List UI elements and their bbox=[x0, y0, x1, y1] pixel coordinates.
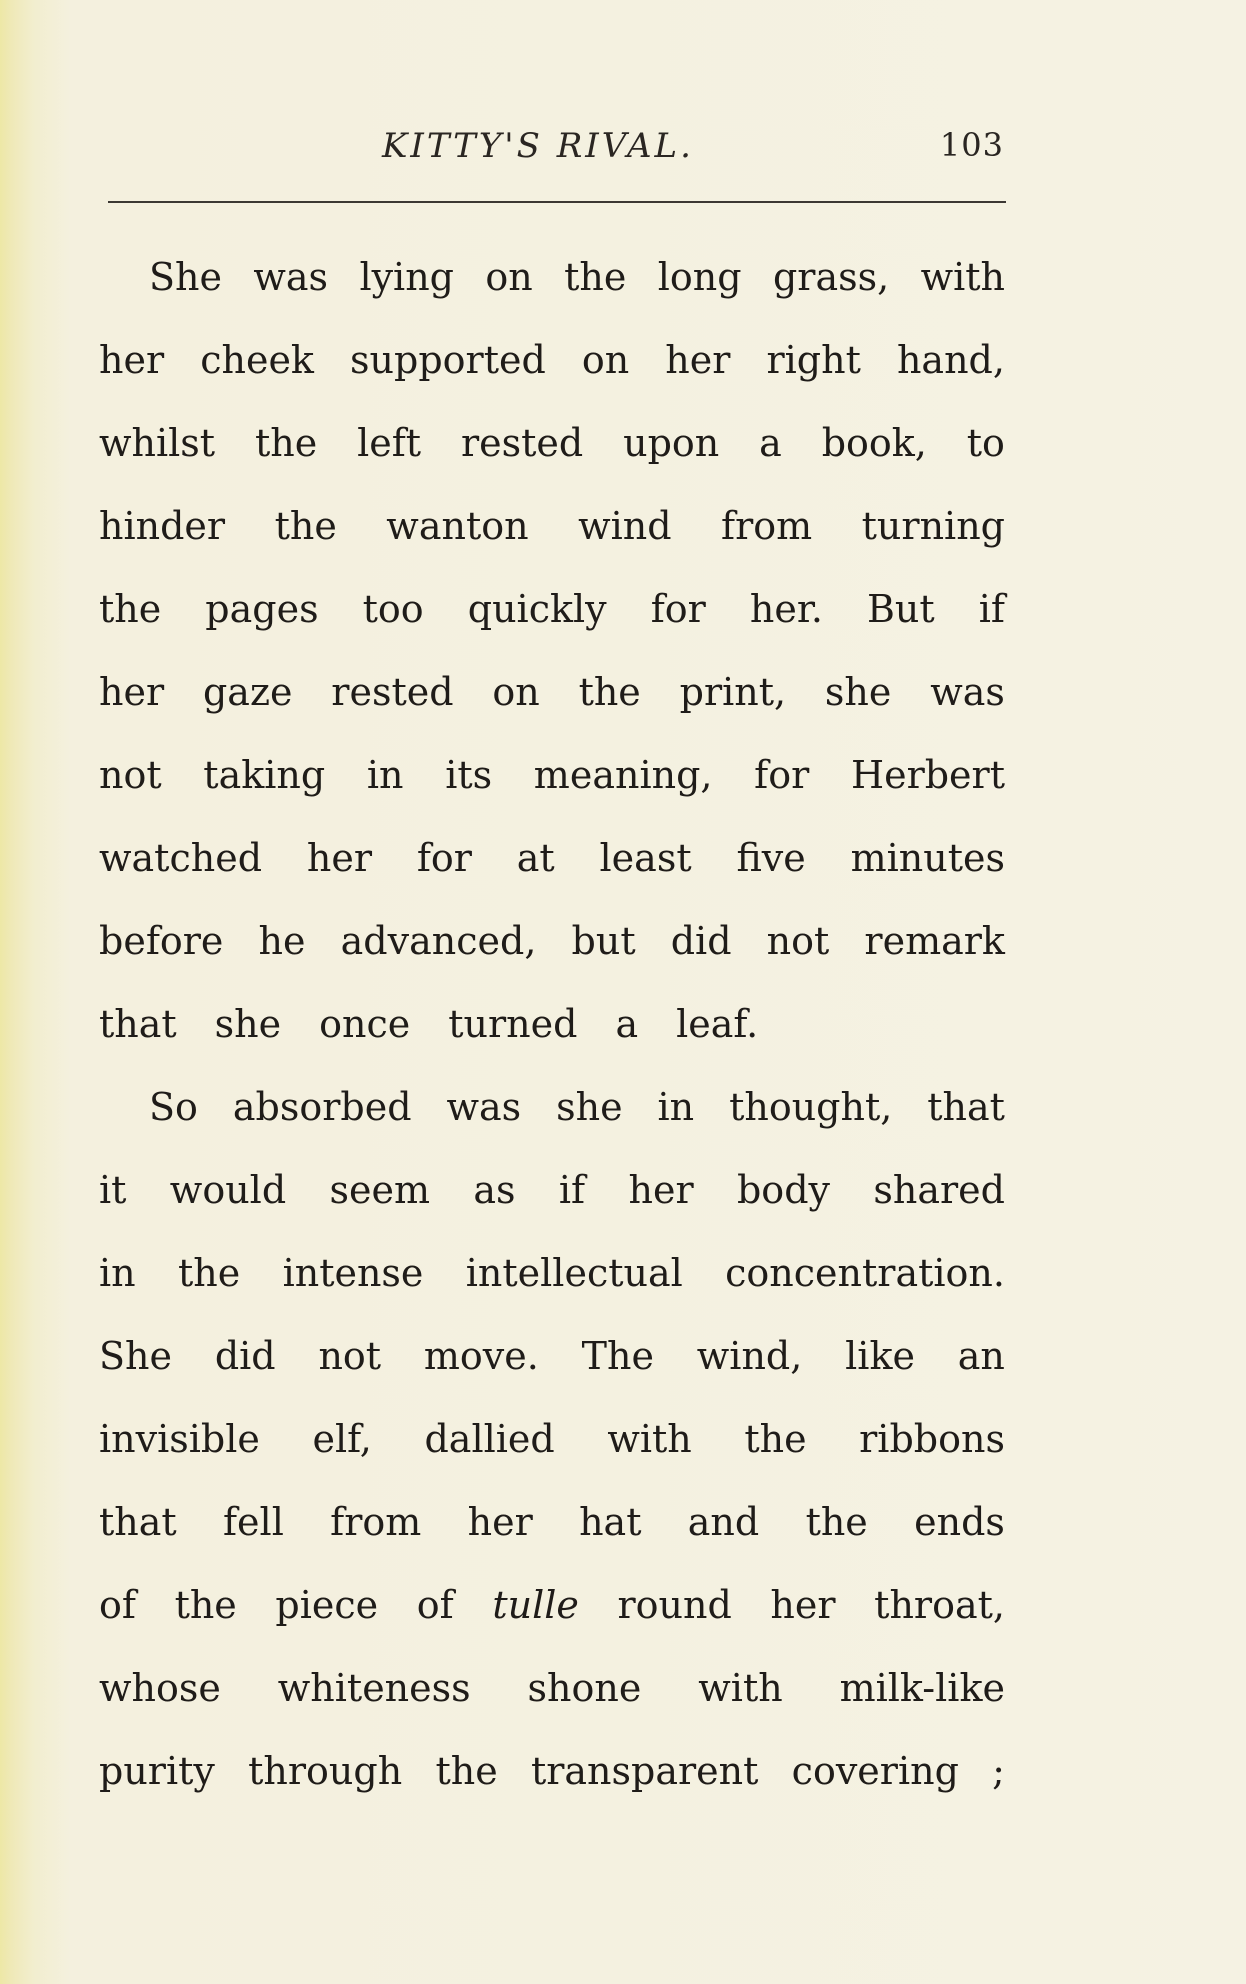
word: wind, bbox=[696, 1334, 803, 1378]
word: in bbox=[657, 1085, 695, 1129]
word: the bbox=[578, 670, 641, 714]
word: the bbox=[435, 1749, 498, 1793]
word: her bbox=[99, 338, 165, 382]
word: hand, bbox=[896, 338, 1005, 382]
word: remark bbox=[864, 919, 1005, 963]
word: the bbox=[99, 587, 162, 631]
word: from bbox=[721, 504, 813, 548]
word: for bbox=[650, 587, 706, 631]
word: cheek bbox=[200, 338, 314, 382]
text-line bbox=[99, 1481, 1005, 1564]
word: not bbox=[318, 1334, 382, 1378]
word: before bbox=[99, 919, 224, 963]
text-line bbox=[99, 402, 1005, 485]
word: for bbox=[416, 836, 472, 880]
running-head bbox=[100, 122, 1006, 172]
text-line bbox=[99, 817, 1005, 900]
word: in bbox=[99, 1251, 136, 1295]
word: long bbox=[657, 255, 742, 299]
word: did bbox=[670, 919, 732, 963]
word: whiteness bbox=[277, 1666, 471, 1710]
word: he bbox=[258, 919, 306, 963]
word: in bbox=[366, 753, 404, 797]
header-rule bbox=[108, 201, 1006, 203]
word: of bbox=[99, 1583, 136, 1627]
word: pages bbox=[205, 587, 319, 631]
word: was bbox=[930, 670, 1005, 714]
text-line bbox=[99, 319, 1005, 402]
word: lying bbox=[359, 255, 455, 299]
text-line bbox=[99, 734, 1005, 817]
word: leaf. bbox=[676, 1002, 759, 1046]
word: purity bbox=[99, 1749, 215, 1793]
word: meaning, bbox=[533, 753, 713, 797]
word: of bbox=[416, 1583, 454, 1627]
word: hat bbox=[579, 1500, 642, 1544]
text-line bbox=[99, 485, 1005, 568]
word: ends bbox=[914, 1500, 1005, 1544]
word: invisible bbox=[99, 1417, 260, 1461]
word: would bbox=[169, 1168, 287, 1212]
word: that bbox=[99, 1500, 177, 1544]
text-line bbox=[99, 236, 1005, 319]
word: it bbox=[99, 1168, 127, 1212]
word: move. bbox=[423, 1334, 539, 1378]
word: her bbox=[628, 1168, 694, 1212]
word: from bbox=[330, 1500, 422, 1544]
word: if bbox=[558, 1168, 586, 1212]
word: ; bbox=[992, 1749, 1005, 1793]
word: wanton bbox=[386, 504, 529, 548]
word: not bbox=[99, 753, 162, 797]
word: least bbox=[599, 836, 692, 880]
text-line bbox=[99, 1066, 1005, 1149]
word: right bbox=[766, 338, 861, 382]
word: shone bbox=[527, 1666, 642, 1710]
word: tulle bbox=[492, 1583, 579, 1627]
word: thought, bbox=[729, 1085, 893, 1129]
word: throat, bbox=[874, 1583, 1005, 1627]
word: rested bbox=[331, 670, 454, 714]
word: milk-like bbox=[839, 1666, 1005, 1710]
word: gaze bbox=[202, 670, 293, 714]
word: shared bbox=[873, 1168, 1005, 1212]
word: intense bbox=[282, 1251, 424, 1295]
word: body bbox=[736, 1168, 830, 1212]
text-line bbox=[99, 1149, 1005, 1232]
word: print, bbox=[679, 670, 787, 714]
word: Herbert bbox=[850, 753, 1005, 797]
word: was bbox=[253, 255, 329, 299]
word: with bbox=[607, 1417, 692, 1461]
word: fell bbox=[222, 1500, 284, 1544]
word: a bbox=[615, 1002, 639, 1046]
word: to bbox=[966, 421, 1005, 465]
word: hinder bbox=[99, 504, 226, 548]
word: So bbox=[149, 1085, 198, 1129]
word: rested bbox=[460, 421, 584, 465]
text-line bbox=[99, 900, 1005, 983]
word: an bbox=[957, 1334, 1005, 1378]
text-line bbox=[99, 1315, 1005, 1398]
word: and bbox=[687, 1500, 760, 1544]
word: the bbox=[177, 1251, 241, 1295]
word: on bbox=[485, 255, 533, 299]
word: but bbox=[571, 919, 636, 963]
word: her bbox=[665, 338, 731, 382]
word: transparent bbox=[530, 1749, 759, 1793]
word: a bbox=[759, 421, 782, 465]
word: minutes bbox=[850, 836, 1005, 880]
text-line bbox=[99, 1564, 1005, 1647]
word: intellectual bbox=[465, 1251, 683, 1295]
word: the bbox=[254, 421, 318, 465]
text-line bbox=[99, 1398, 1005, 1481]
text-line bbox=[99, 651, 1005, 734]
word: whose bbox=[99, 1666, 221, 1710]
word: her bbox=[770, 1583, 836, 1627]
word: the bbox=[744, 1417, 807, 1461]
word: did bbox=[214, 1334, 276, 1378]
word: taking bbox=[203, 753, 326, 797]
word: with bbox=[920, 255, 1005, 299]
word: too bbox=[362, 587, 424, 631]
word: on bbox=[492, 670, 540, 714]
word: But bbox=[866, 587, 935, 631]
word: advanced, bbox=[340, 919, 537, 963]
word: She bbox=[99, 1334, 172, 1378]
word: wind bbox=[578, 504, 672, 548]
text-line bbox=[99, 1232, 1005, 1315]
word: her bbox=[306, 836, 372, 880]
word: piece bbox=[275, 1583, 379, 1627]
page-number: 103 bbox=[939, 126, 1004, 164]
word: she bbox=[556, 1085, 623, 1129]
word: for bbox=[754, 753, 810, 797]
text-line bbox=[99, 1730, 1005, 1813]
word: as bbox=[473, 1168, 516, 1212]
word: that bbox=[99, 1002, 177, 1046]
body-text bbox=[99, 236, 1005, 1813]
word: the bbox=[274, 504, 337, 548]
text-line bbox=[99, 983, 1005, 1066]
word: turning bbox=[861, 504, 1005, 548]
word: that bbox=[927, 1085, 1005, 1129]
word: elf, bbox=[312, 1417, 372, 1461]
word: once bbox=[319, 1002, 411, 1046]
word: her. bbox=[749, 587, 823, 631]
word: like bbox=[845, 1334, 915, 1378]
word: absorbed bbox=[232, 1085, 412, 1129]
paragraph bbox=[99, 236, 1005, 1066]
word: ribbons bbox=[859, 1417, 1005, 1461]
word: grass, bbox=[772, 255, 890, 299]
word: five bbox=[736, 836, 806, 880]
word: she bbox=[824, 670, 892, 714]
paragraph bbox=[99, 1066, 1005, 1813]
word: left bbox=[357, 421, 422, 465]
text-line bbox=[99, 568, 1005, 651]
word: turned bbox=[448, 1002, 578, 1046]
word: dallied bbox=[424, 1417, 555, 1461]
word: concentration. bbox=[725, 1251, 1005, 1295]
word: supported bbox=[350, 338, 546, 382]
word: The bbox=[581, 1334, 654, 1378]
word: upon bbox=[623, 421, 720, 465]
word: the bbox=[174, 1583, 237, 1627]
word: not bbox=[766, 919, 830, 963]
word: through bbox=[248, 1749, 403, 1793]
word: the bbox=[805, 1500, 868, 1544]
word: on bbox=[581, 338, 630, 382]
word: She bbox=[149, 255, 222, 299]
word: if bbox=[978, 587, 1005, 631]
word: was bbox=[446, 1085, 522, 1129]
word: book, bbox=[821, 421, 927, 465]
word: whilst bbox=[99, 421, 216, 465]
word: her bbox=[99, 670, 165, 714]
running-head-title: KITTY'S RIVAL. bbox=[382, 126, 694, 166]
word: round bbox=[617, 1583, 732, 1627]
word: its bbox=[445, 753, 493, 797]
word: her bbox=[467, 1500, 533, 1544]
word: seem bbox=[329, 1168, 431, 1212]
word: watched bbox=[99, 836, 263, 880]
word: the bbox=[564, 255, 627, 299]
word: quickly bbox=[467, 587, 607, 631]
word: with bbox=[698, 1666, 783, 1710]
text-line bbox=[99, 1647, 1005, 1730]
word: she bbox=[214, 1002, 282, 1046]
word: covering bbox=[791, 1749, 959, 1793]
word: at bbox=[516, 836, 555, 880]
